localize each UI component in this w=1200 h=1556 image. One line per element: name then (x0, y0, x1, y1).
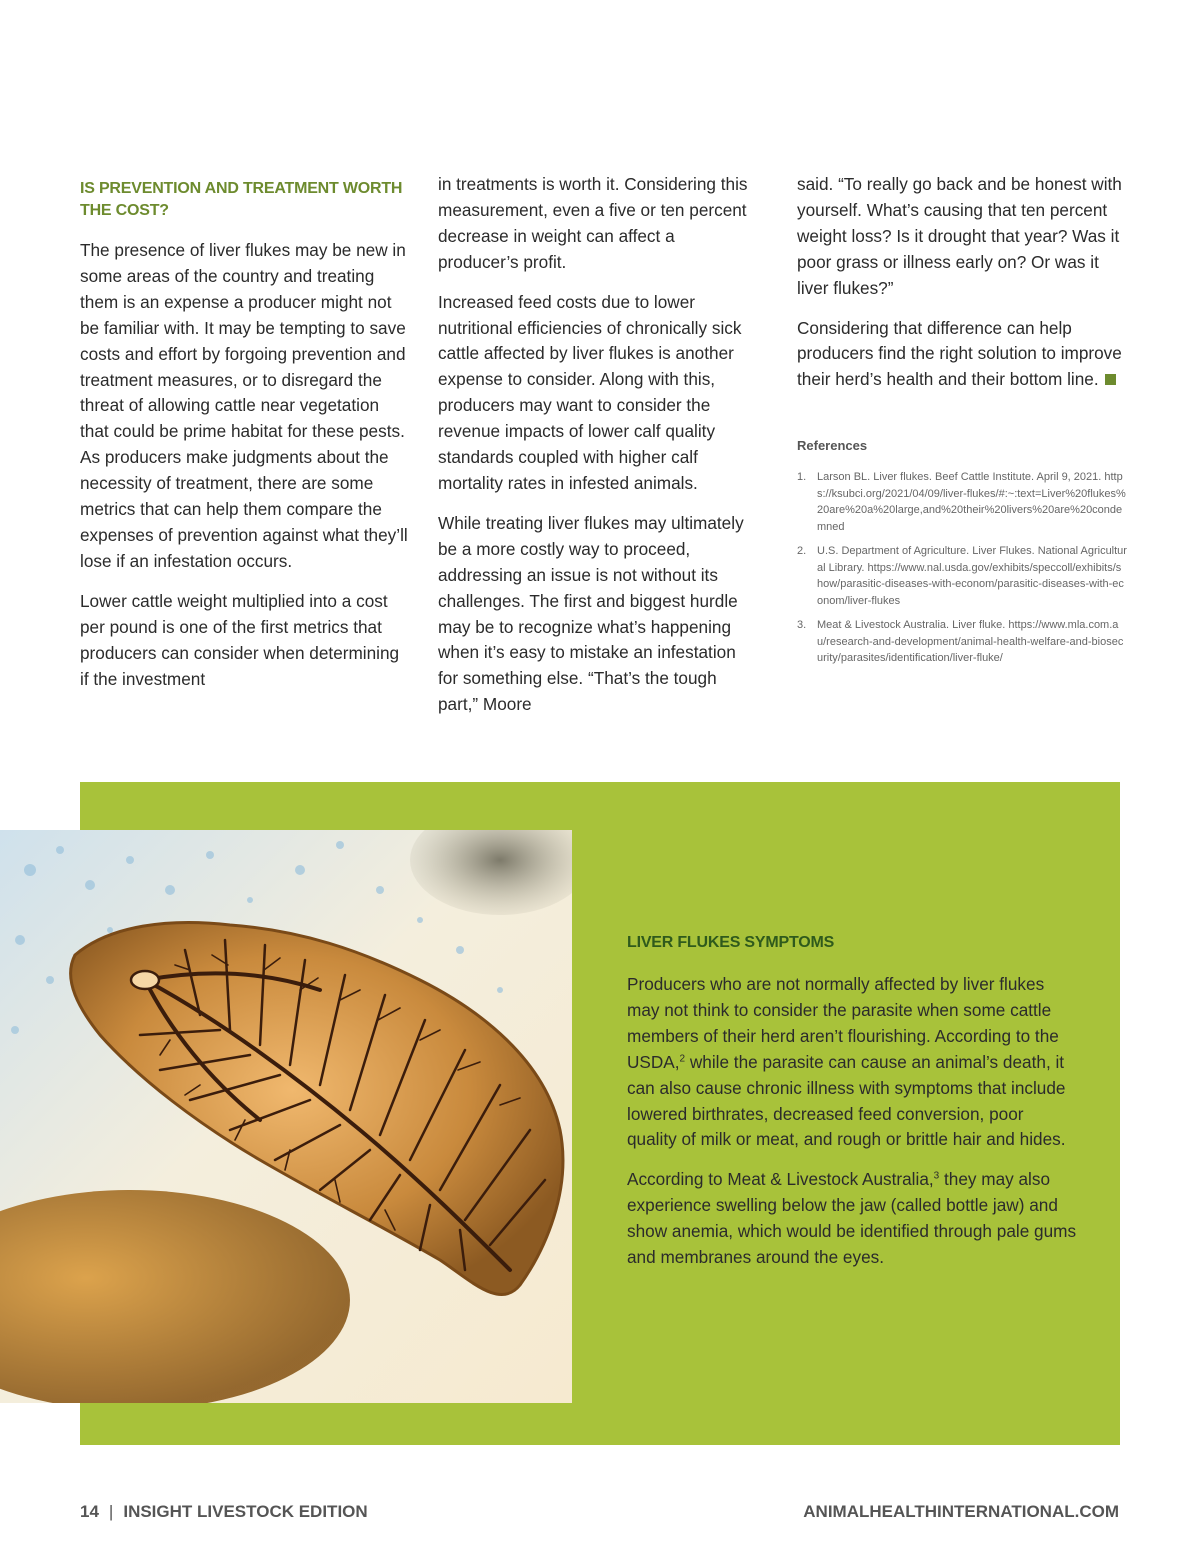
article-column-2 (438, 172, 758, 732)
paragraph-text: Considering that difference can help producers find the right solution to improve their herd’s health and their bottom line. (797, 317, 1122, 390)
liver-fluke-image (0, 830, 572, 1403)
paragraph (627, 972, 1077, 1153)
paragraph-text: while the parasite can cause an animal’s death, it can also cause chronic illness with symptoms that include lowered birthrates, decreased feed conversion, poor quality of milk or meat, and rough or brittle hair and hides. (627, 1051, 1066, 1150)
reference-number: 1. (797, 471, 807, 484)
references (797, 433, 1127, 666)
reference-item (797, 617, 1127, 667)
paragraph: in treatments is worth it. Considering this measurement, even a five or ten percent decrease in weight can affect a producer’s profit. (438, 174, 748, 272)
paragraph (627, 1167, 1077, 1271)
footer-website: ANIMALHEALTHINTERNATIONAL.COM (803, 1502, 1119, 1521)
references-list (797, 469, 1127, 667)
section-heading-symptoms: LIVER FLUKES SYMPTOMS (627, 934, 835, 951)
reference-text: Larson BL. Liver flukes. Beef Cattle Institute. April 9, 2021. https://ksubci.org/2021/04/09/liver-flukes/#:~:text=Liver%20flukes%20are%20a%20large,and%20their%20livers%20are%20condemned (817, 471, 1126, 533)
paragraph-text: According to Meat & Livestock Australia, (627, 1169, 934, 1190)
paragraph: Increased feed costs due to lower nutritional efficiencies of chronically sick cattle affected by liver flukes is another expense to consider. Along with this, producers may want to consider the revenue impacts of lower calf quality standards coupled with higher calf mortality rates in infested animals. (438, 291, 742, 493)
end-mark-icon (1105, 374, 1116, 385)
reference-item (797, 469, 1127, 535)
symptoms-sidebar (627, 932, 1077, 1285)
footer-publication (80, 1502, 368, 1522)
reference-text: Meat & Livestock Australia. Liver fluke. https://www.mla.com.au/research-and-development/animal-health-welfare-and-biosecurity/parasites/identification/liver-fluke/ (817, 619, 1124, 665)
article-column-1 (80, 172, 410, 706)
footnote-ref: 3 (933, 1170, 940, 1182)
references-title: References (797, 438, 868, 454)
paragraph: The presence of liver flukes may be new in some areas of the country and treating them is an expense a producer might not be familiar with. It may be tempting to save costs and effort by forgoing prevention and treatment measures, or to disregard the threat of allowing cattle near vegetation that could be prime habitat for these pests. As producers make judgments about the necessity of treatment, there are some metrics that can help them compare the expenses of prevention against what they’ll lose if an infestation occurs. (80, 240, 408, 571)
footer-separator: | (108, 1502, 114, 1521)
paragraph-text: Producers who are not normally affected by liver flukes may not think to consider the parasite when some cattle members of their herd aren’t flourishing. According to the USDA, (627, 974, 1059, 1072)
page-number: 14 (80, 1502, 99, 1521)
article-column-3 (797, 172, 1127, 675)
reference-item (797, 543, 1127, 609)
paragraph: said. “To really go back and be honest with yourself. What’s causing that ten percent weight loss? Is it drought that year? Was it poor grass or illness early on? Or was it liver flukes?” (797, 174, 1122, 298)
footnote-ref: 2 (679, 1052, 686, 1064)
reference-number: 3. (797, 619, 807, 632)
paragraph: Lower cattle weight multiplied into a cost per pound is one of the first metrics that producers can consider when determining if the investment (80, 590, 400, 689)
reference-text: U.S. Department of Agriculture. Liver Flukes. National Agricultural Library. https://www.nal.usda.gov/exhibits/speccoll/exhibits/show/parasitic-diseases-with-econom/parasitic-diseases-with-econom/liver-flukes (817, 545, 1127, 607)
section-heading-prevention: IS PREVENTION AND TREATMENT WORTH THE COST? (80, 180, 403, 219)
reference-number: 2. (797, 545, 807, 558)
paragraph (797, 316, 1127, 394)
publication-name: INSIGHT LIVESTOCK EDITION (123, 1502, 368, 1521)
paragraph: While treating liver flukes may ultimately be a more costly way to proceed, addressing an issue is not without its challenges. The first and biggest hurdle may be to recognize what’s happening when it’s easy to mistake an infestation for something else. “That’s the tough part,” Moore (438, 512, 744, 715)
paragraph-text: they may also experience swelling below the jaw (called bottle jaw) and show anemia, which would be identified through pale gums and membranes around the eyes. (627, 1169, 1077, 1268)
